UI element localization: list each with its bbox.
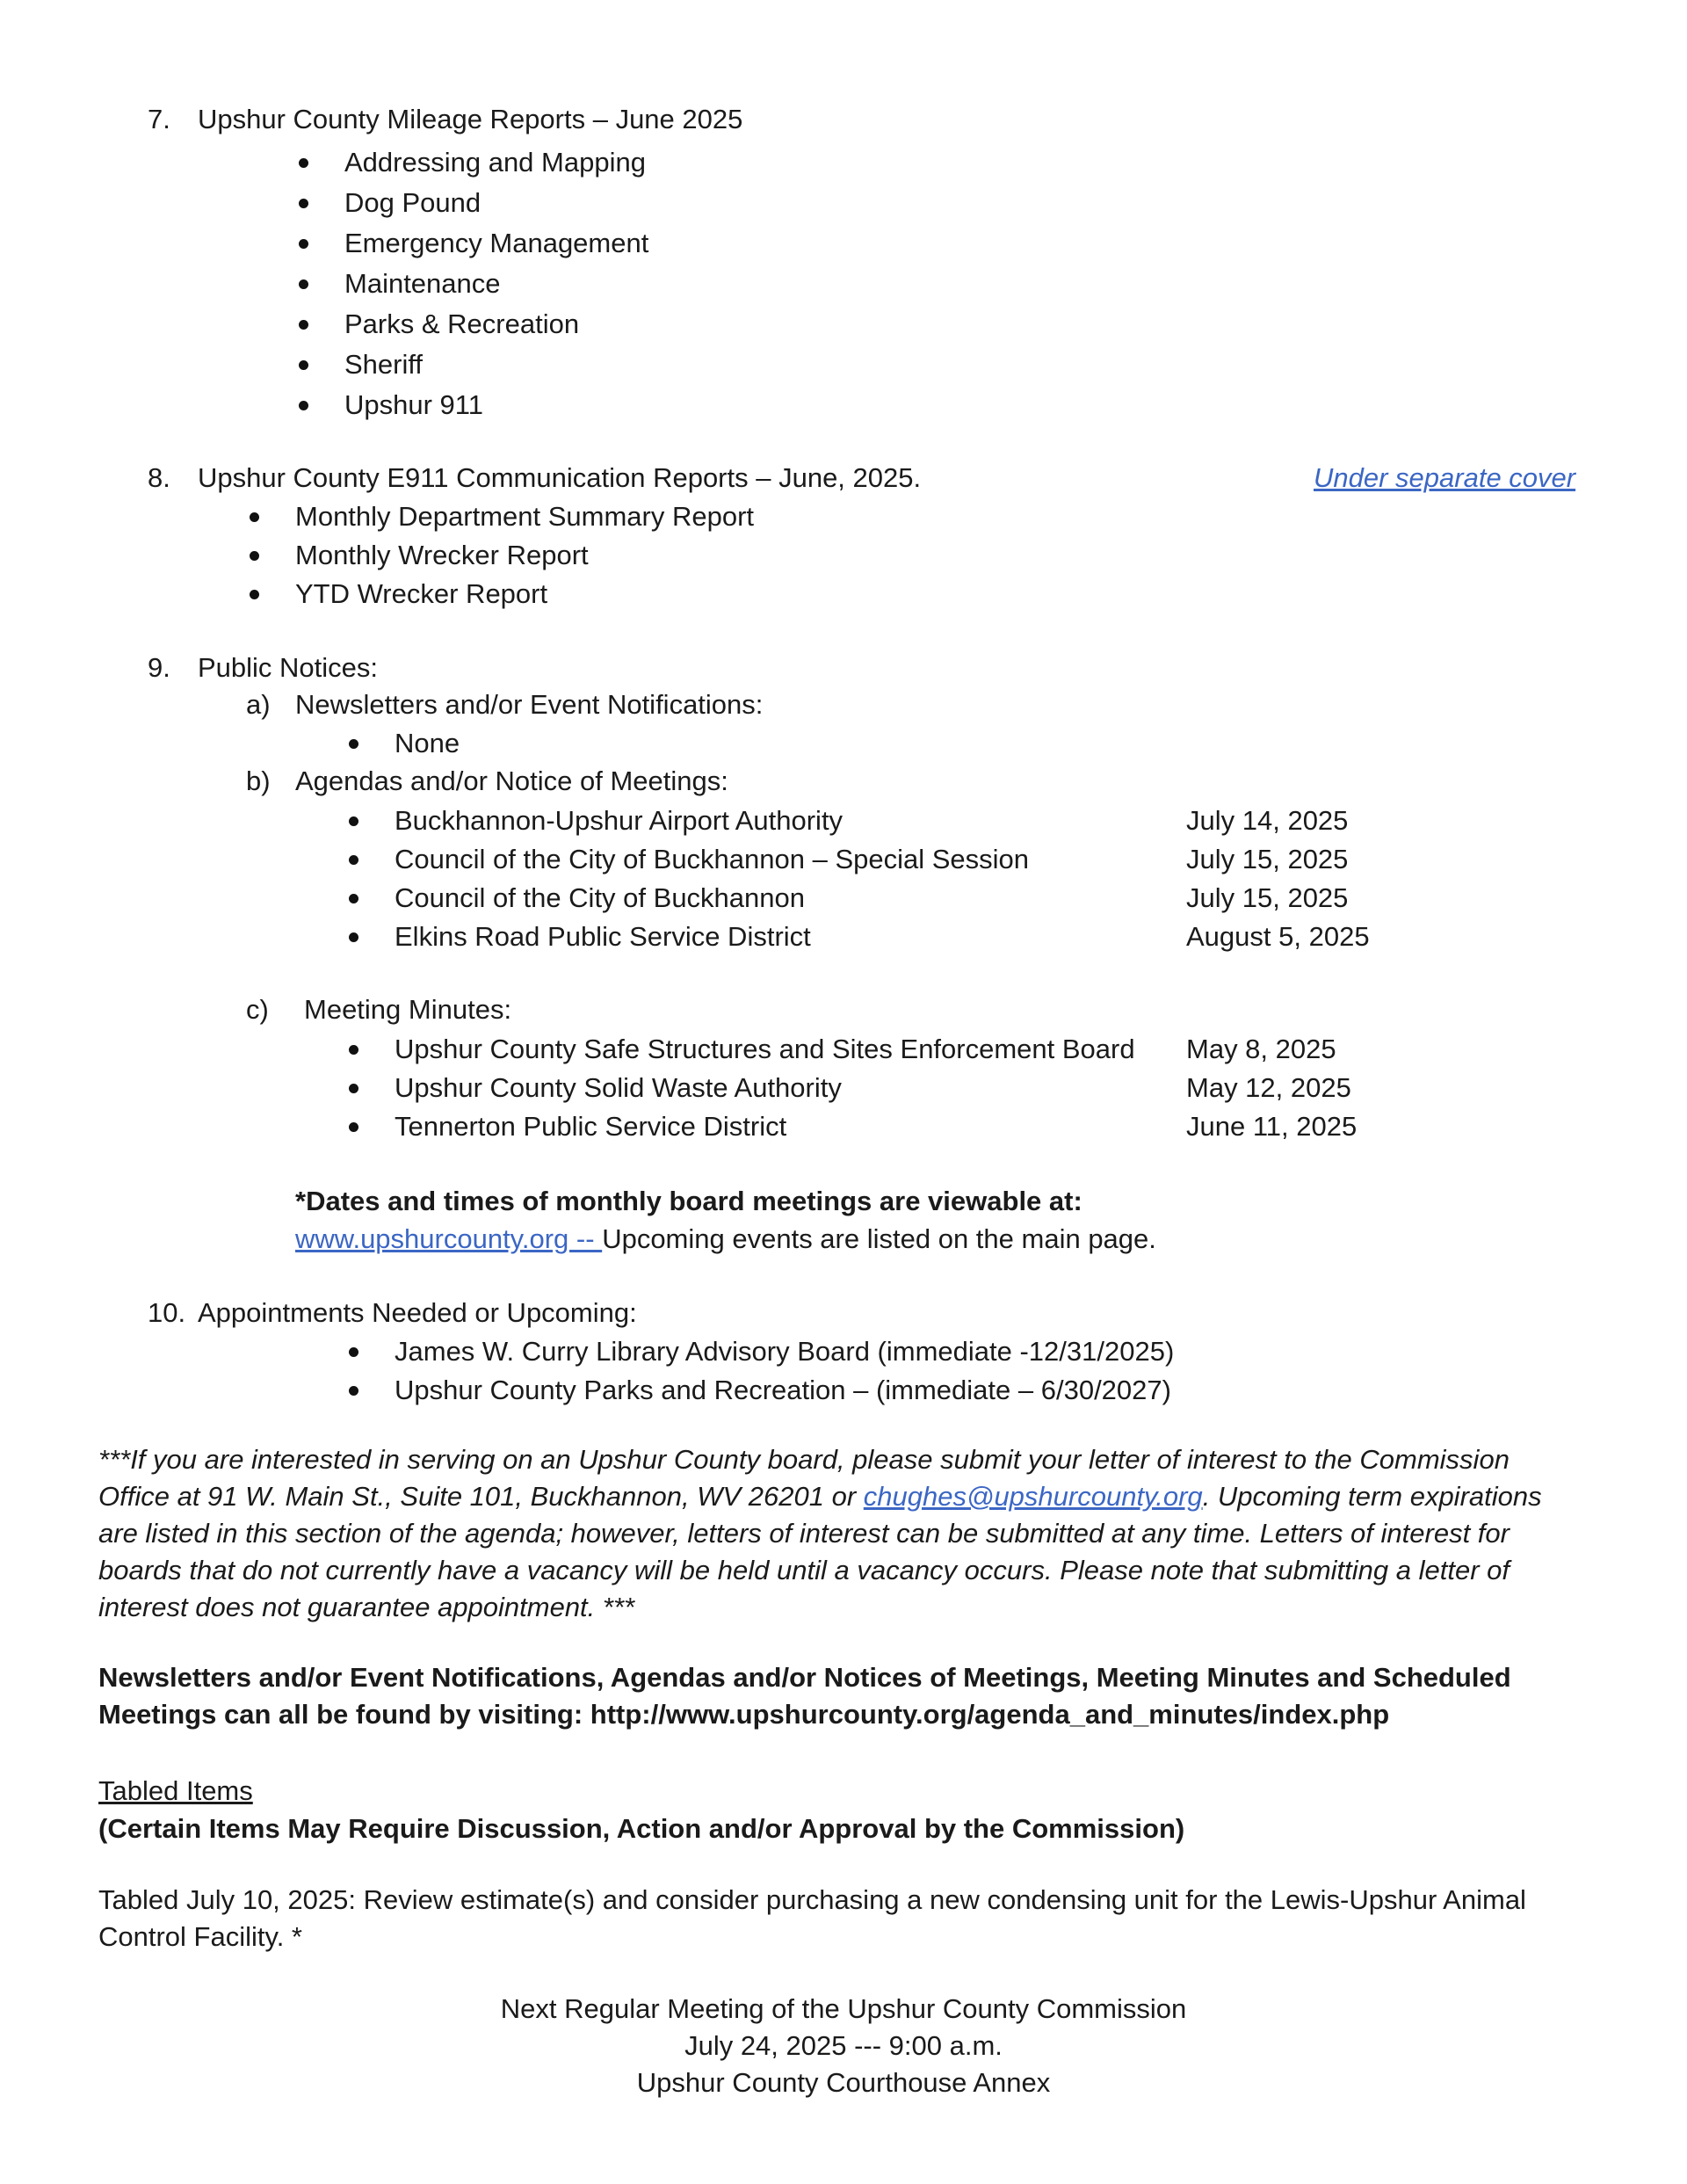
- sub-b-label: Agendas and/or Notice of Meetings:: [295, 765, 728, 796]
- list-item: Parks & Recreation: [344, 308, 580, 339]
- bullet: [299, 320, 308, 330]
- interest-paragraph: ***If you are interested in serving on an Upshur County board, please submit your letter of interest to the Commission Office at 91 W. Main St., Suite 101, Buckhannon, WV 26201 or chughes@upshurcounty.org. Upcoming term expirations are listed in this section of the agenda; however, letters of interest can be submitted at any time. Letters of interest for boards that do not currently have a vacancy will be held until a vacancy occurs. Please note that submitting a letter of interest does not guarantee appointment. ***: [98, 1444, 1542, 1622]
- bullet: [349, 894, 358, 903]
- bullet: [349, 739, 358, 749]
- item-10-number: 10.: [148, 1297, 186, 1328]
- bullet: [250, 512, 259, 522]
- bullet: [349, 932, 358, 942]
- bullet: [299, 158, 308, 168]
- item-8-number: 8.: [148, 462, 170, 493]
- bullet: [349, 1122, 358, 1132]
- bullet: [349, 1386, 358, 1396]
- item-9-title: Public Notices:: [198, 652, 379, 683]
- list-item: Monthly Wrecker Report: [295, 540, 589, 570]
- item-9-number: 9.: [148, 652, 170, 683]
- under-separate-cover-link[interactable]: Under separate cover: [1314, 462, 1576, 493]
- minutes-date: June 11, 2025: [1186, 1111, 1358, 1142]
- meetings-note-text: Upcoming events are listed on the main page.: [602, 1223, 1156, 1254]
- meeting-date: July 15, 2025: [1186, 844, 1349, 874]
- bullet: [299, 360, 308, 370]
- tabled-item-text: Tabled July 10, 2025: Review estimate(s) and consider purchasing a new condensing unit for the Lewis-Upshur Animal Control Facility. *: [98, 1884, 1526, 1952]
- sub-a-label: Newsletters and/or Event Notifications:: [295, 689, 764, 720]
- meeting-date: July 15, 2025: [1186, 882, 1349, 913]
- tabled-heading: Tabled Items: [98, 1775, 253, 1806]
- meeting-name: Council of the City of Buckhannon: [395, 882, 805, 913]
- sub-a-letter: a): [246, 689, 271, 720]
- list-item: None: [395, 728, 460, 758]
- meetings-note-line: [295, 1222, 1156, 1257]
- agenda-location-note: Newsletters and/or Event Notifications, Agendas and/or Notices of Meetings, Meeting Minutes and Scheduled Meetings can all be found by visiting: http://www.upshurcounty.org/agenda_and_minutes/index.php: [98, 1662, 1511, 1730]
- appointment-item: Upshur County Parks and Recreation – (immediate – 6/30/2027): [395, 1375, 1171, 1405]
- bullet: [349, 855, 358, 865]
- bullet: [299, 401, 308, 410]
- bullet: [349, 1084, 358, 1093]
- next-meeting-date: July 24, 2025 --- 9:00 a.m.: [684, 2030, 1003, 2061]
- sub-c-label: Meeting Minutes:: [304, 994, 512, 1025]
- meeting-name: Elkins Road Public Service District: [395, 921, 811, 952]
- bullet: [349, 1347, 358, 1357]
- item-8-title: Upshur County E911 Communication Reports – June, 2025.: [198, 462, 922, 493]
- minutes-name: Tennerton Public Service District: [395, 1111, 787, 1142]
- email-link[interactable]: chughes@upshurcounty.org: [863, 1481, 1203, 1512]
- bullet: [349, 816, 358, 826]
- item-7-number: 7.: [148, 104, 170, 134]
- meetings-note-heading: *Dates and times of monthly board meetings are viewable at:: [295, 1186, 1082, 1216]
- tabled-subheading: (Certain Items May Require Discussion, Action and/or Approval by the Commission): [98, 1813, 1185, 1844]
- bullet: [349, 1045, 358, 1055]
- list-item: Sheriff: [344, 349, 424, 380]
- minutes-name: Upshur County Solid Waste Authority: [395, 1072, 842, 1103]
- list-item: Upshur 911: [344, 389, 483, 420]
- item-10-title: Appointments Needed or Upcoming:: [198, 1297, 637, 1328]
- list-item: Addressing and Mapping: [344, 147, 646, 178]
- next-meeting-location: Upshur County Courthouse Annex: [636, 2067, 1051, 2098]
- bullet: [299, 199, 308, 208]
- meeting-name: Council of the City of Buckhannon – Special Session: [395, 844, 1030, 874]
- bullet: [299, 239, 308, 249]
- bullet: [250, 551, 259, 561]
- meeting-date: August 5, 2025: [1186, 921, 1370, 952]
- bullet: [299, 279, 308, 289]
- sub-c-letter: c): [246, 994, 269, 1025]
- bullet: [250, 590, 259, 599]
- meeting-name: Buckhannon-Upshur Airport Authority: [395, 805, 844, 836]
- list-item: YTD Wrecker Report: [295, 578, 548, 609]
- list-item: Dog Pound: [344, 187, 481, 218]
- sub-b-letter: b): [246, 765, 271, 796]
- item-7-title: Upshur County Mileage Reports – June 2025: [198, 104, 743, 134]
- website-link[interactable]: www.upshurcounty.org --: [295, 1223, 603, 1254]
- list-item: Maintenance: [344, 268, 501, 299]
- minutes-date: May 12, 2025: [1186, 1072, 1351, 1103]
- meeting-date: July 14, 2025: [1186, 805, 1349, 836]
- appointment-item: James W. Curry Library Advisory Board (immediate -12/31/2025): [395, 1336, 1175, 1367]
- next-meeting-title: Next Regular Meeting of the Upshur County Commission: [500, 1993, 1187, 2024]
- minutes-date: May 8, 2025: [1186, 1034, 1336, 1064]
- minutes-name: Upshur County Safe Structures and Sites Enforcement Board: [395, 1034, 1135, 1064]
- list-item: Monthly Department Summary Report: [295, 501, 755, 532]
- list-item: Emergency Management: [344, 228, 649, 258]
